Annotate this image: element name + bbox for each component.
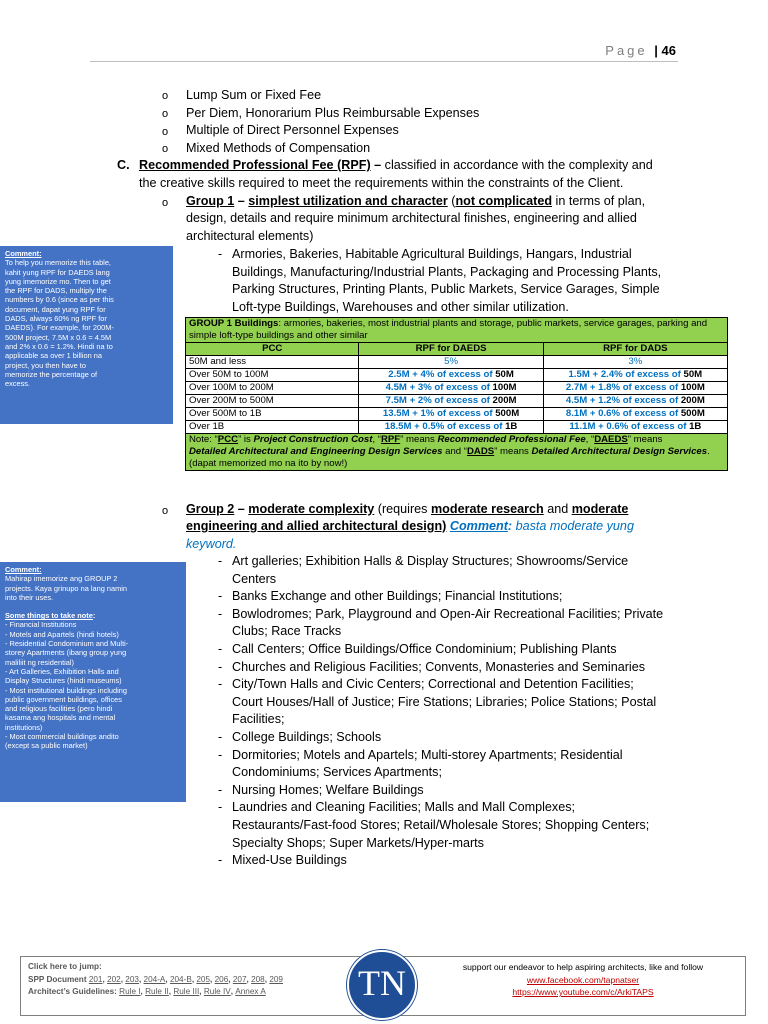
comment-balloon[interactable] bbox=[0, 246, 173, 424]
spp-link[interactable]: 201 bbox=[88, 974, 103, 984]
inline-comment-label: Comment bbox=[449, 519, 508, 533]
youtube-link[interactable]: https://www.youtube.com/c/ArkiTAPS bbox=[512, 987, 654, 998]
support-text: support our endeavor to help aspiring architects, like and follow bbox=[462, 962, 704, 972]
spp-link[interactable]: 206 bbox=[214, 974, 229, 984]
bullet-icon: o bbox=[162, 143, 169, 155]
inline-comment-text: keyword. bbox=[186, 537, 237, 551]
list-item: - Art galleries; Exhibition Halls & Display Structures; Showrooms/Service Centers bbox=[218, 554, 629, 586]
section-c-title: Recommended Professional Fee (RPF) bbox=[139, 158, 371, 172]
group1-text: architectural elements) bbox=[186, 229, 314, 243]
group1-fee-table bbox=[185, 317, 728, 471]
guideline-links: Architect’s Guidelines: Rule I, Rule II, Rule III, Rule IV, Annex A bbox=[28, 987, 266, 997]
group2-heading: Group 2 – moderate complexity (requires moderate research and moderate bbox=[186, 502, 629, 516]
group1-heading: Group 1 – simplest utilization and character (not complicated in terms of plan, bbox=[186, 194, 646, 208]
section-c-heading: Recommended Professional Fee (RPF) – classified in accordance with the complexity and bbox=[139, 158, 653, 172]
header-divider bbox=[90, 61, 678, 62]
spp-link[interactable]: 202 bbox=[107, 974, 121, 984]
comment-text: Mahirap imemorize ang GROUP 2 projects. Kaya grinupo na lang namin into their uses. Some things to take note: - Financial Institutions - Motels and Apartels (hindi hotels) - Residential Condominium and Multi- storey Apartments (ibang group yung maliliit ng residential) - Art Galleries, Exhibition Halls and Display Structures (hindi museums) - Most institutional buildings including public government buildings, offices and religious facilities (pero hindi kasama ang hospitals and mental institutions) - Most commercial buildings andito (except sa public market) bbox=[5, 574, 129, 751]
table-row: 50M and less 5% 3% bbox=[186, 356, 728, 369]
list-item: - Churches and Religious Facilities; Convents, Monasteries and Seminaries bbox=[218, 659, 645, 674]
comment-title: Comment: bbox=[5, 565, 42, 574]
spp-link[interactable]: 203 bbox=[125, 974, 139, 984]
group1-building-list bbox=[218, 246, 678, 316]
table-row: Over 50M to 100M 2.5M + 4% of excess of 50M 1.5M + 2.4% of excess of 50M bbox=[186, 369, 728, 382]
column-header: PCC bbox=[186, 343, 359, 356]
table-title-row bbox=[186, 318, 728, 343]
page-number: 46 bbox=[661, 43, 676, 58]
footer-links bbox=[28, 961, 348, 999]
list-item: - Nursing Homes; Welfare Buildings bbox=[218, 782, 424, 797]
spp-links: SPP Document 201, 202, 203, 204-A, 204-B, 205, 206, 207, 208, 209 bbox=[28, 974, 283, 984]
tn-logo: TN bbox=[347, 950, 417, 1020]
list-item: - Call Centers; Office Buildings/Office Condominium; Publishing Plants bbox=[218, 641, 617, 656]
list-item: - Armories, Bakeries, Habitable Agricultural Buildings, Hangars, Industrial Buildings, Manufacturing/Industrial Plants, Packaging and Processing Plants, Parking Structures, Printing Plants, Public Markets, Service Garages, Simple Loft-type Buildings, Warehouses and other similar utilization. bbox=[218, 247, 662, 314]
group2-label: Group 2 bbox=[186, 502, 235, 516]
jump-label: Click here to jump: bbox=[28, 962, 102, 971]
table-row: Over 100M to 200M 4.5M + 3% of excess of 100M 2.7M + 1.8% of excess of 100M bbox=[186, 382, 728, 395]
section-c-text: the creative skills required to meet the requirements within the constraints of the Client. bbox=[139, 176, 624, 190]
group2-heading-line2: engineering and allied architectural design) Comment: basta moderate yung bbox=[186, 519, 634, 533]
fee-method-item: Per Diem, Honorarium Plus Reimbursable Expenses bbox=[186, 106, 480, 120]
section-letter: C. bbox=[117, 158, 130, 172]
table-row: Over 500M to 1B 13.5M + 1% of excess of 500M 8.1M + 0.6% of excess of 500M bbox=[186, 408, 728, 421]
table-title: GROUP 1 Buildings: armories, bakeries, most industrial plants and storage, public markets, service garages, parking and simple loft-type buildings and other similar bbox=[186, 318, 728, 343]
comment-title: Comment: bbox=[5, 249, 42, 258]
group2-building-list bbox=[218, 553, 678, 870]
bullet-icon: o bbox=[162, 108, 169, 120]
spp-link[interactable]: 204-B bbox=[169, 974, 192, 984]
footer-support bbox=[430, 961, 736, 999]
table-note-row bbox=[186, 434, 728, 471]
page-header: Page | 46 bbox=[605, 43, 676, 58]
facebook-link[interactable]: www.facebook.com/tapnatser bbox=[526, 974, 640, 985]
column-header: RPF for DADS bbox=[543, 343, 727, 356]
table-row: Over 1B 18.5M + 0.5% of excess of 1B 11.1M + 0.6% of excess of 1B bbox=[186, 421, 728, 434]
list-item: - City/Town Halls and Civic Centers; Correctional and Detention Facilities; Court Houses/Hall of Justice; Fire Stations; Libraries; Police Stations; Postal Facilities; bbox=[218, 677, 657, 727]
group1-label: Group 1 bbox=[186, 194, 235, 208]
fee-method-item: Mixed Methods of Compensation bbox=[186, 141, 371, 155]
bullet-icon: o bbox=[162, 197, 169, 209]
guideline-link[interactable]: Rule III bbox=[173, 987, 200, 997]
group1-text: design, details and require minimum architectural finishes, engineering and allied bbox=[186, 211, 637, 225]
comment-balloon[interactable] bbox=[0, 562, 186, 802]
list-item: - Mixed-Use Buildings bbox=[218, 853, 347, 868]
list-item: - Laundries and Cleaning Facilities; Malls and Mall Complexes; Restaurants/Fast-food Stores; Retail/Wholesale Stores; Shopping Centers; Specialty Shops; Super Markets/Hyper-marts bbox=[218, 800, 650, 850]
guideline-link[interactable]: Annex A bbox=[235, 987, 266, 997]
group1-desc: simplest utilization and character bbox=[248, 194, 448, 208]
spp-link[interactable]: 207 bbox=[232, 974, 247, 984]
spp-link[interactable]: 204-A bbox=[143, 974, 166, 984]
bullet-icon: o bbox=[162, 90, 169, 102]
list-item: - Banks Exchange and other Buildings; Financial Institutions; bbox=[218, 589, 563, 604]
group2-desc: moderate complexity bbox=[248, 502, 375, 516]
guideline-link[interactable]: Rule II bbox=[145, 987, 169, 997]
page-word: Page bbox=[605, 43, 648, 58]
fee-method-item: Multiple of Direct Personnel Expenses bbox=[186, 123, 399, 137]
table-header-row bbox=[186, 343, 728, 356]
spp-link[interactable]: 209 bbox=[269, 974, 283, 984]
guideline-link[interactable]: Rule I bbox=[119, 987, 141, 997]
spp-link[interactable]: 208 bbox=[251, 974, 265, 984]
bullet-icon: o bbox=[162, 126, 169, 138]
list-item: - Bowlodromes; Park, Playground and Open-Air Recreational Facilities; Private Clubs; Race Tracks bbox=[218, 606, 664, 639]
spp-link[interactable]: 205 bbox=[196, 974, 211, 984]
table-note: Note: “PCC” is Project Construction Cost, “RPF” means Recommended Professional Fee, “DAEDS” means Detailed Architectural and Engineering Design Services and “DADS” means Detailed Architectural Design Services. (dapat memorized mo na ito by now!) bbox=[186, 434, 728, 471]
list-item: - College Buildings; Schools bbox=[218, 729, 382, 744]
column-header: RPF for DAEDS bbox=[359, 343, 543, 356]
comment-text: To help you memorize this table, kahit yung RPF for DAEDS lang yung imemorize mo. Then to get the RPF for DADS, multiply the numbers by 0.6 (since as per this document, dapat yung RPF for DADS, always 60% ng RPF for DAEDS). For example, for 200M- 500M project, 7.5M x 0.6 = 4.5M and 2% x 0.6 = 1.2%. Hindi na to applicable sa over 1 billion na project, you then have to memorize the percentage of excess. bbox=[5, 258, 114, 389]
table-row: Over 200M to 500M 7.5M + 2% of excess of 200M 4.5M + 1.2% of excess of 200M bbox=[186, 395, 728, 408]
bullet-icon: o bbox=[162, 505, 169, 517]
list-item: - Dormitories; Motels and Apartels; Multi-storey Apartments; Residential Condominiums; Services Apartments; bbox=[218, 747, 623, 780]
guideline-link[interactable]: Rule IV bbox=[203, 987, 231, 997]
fee-method-item: Lump Sum or Fixed Fee bbox=[186, 88, 322, 102]
